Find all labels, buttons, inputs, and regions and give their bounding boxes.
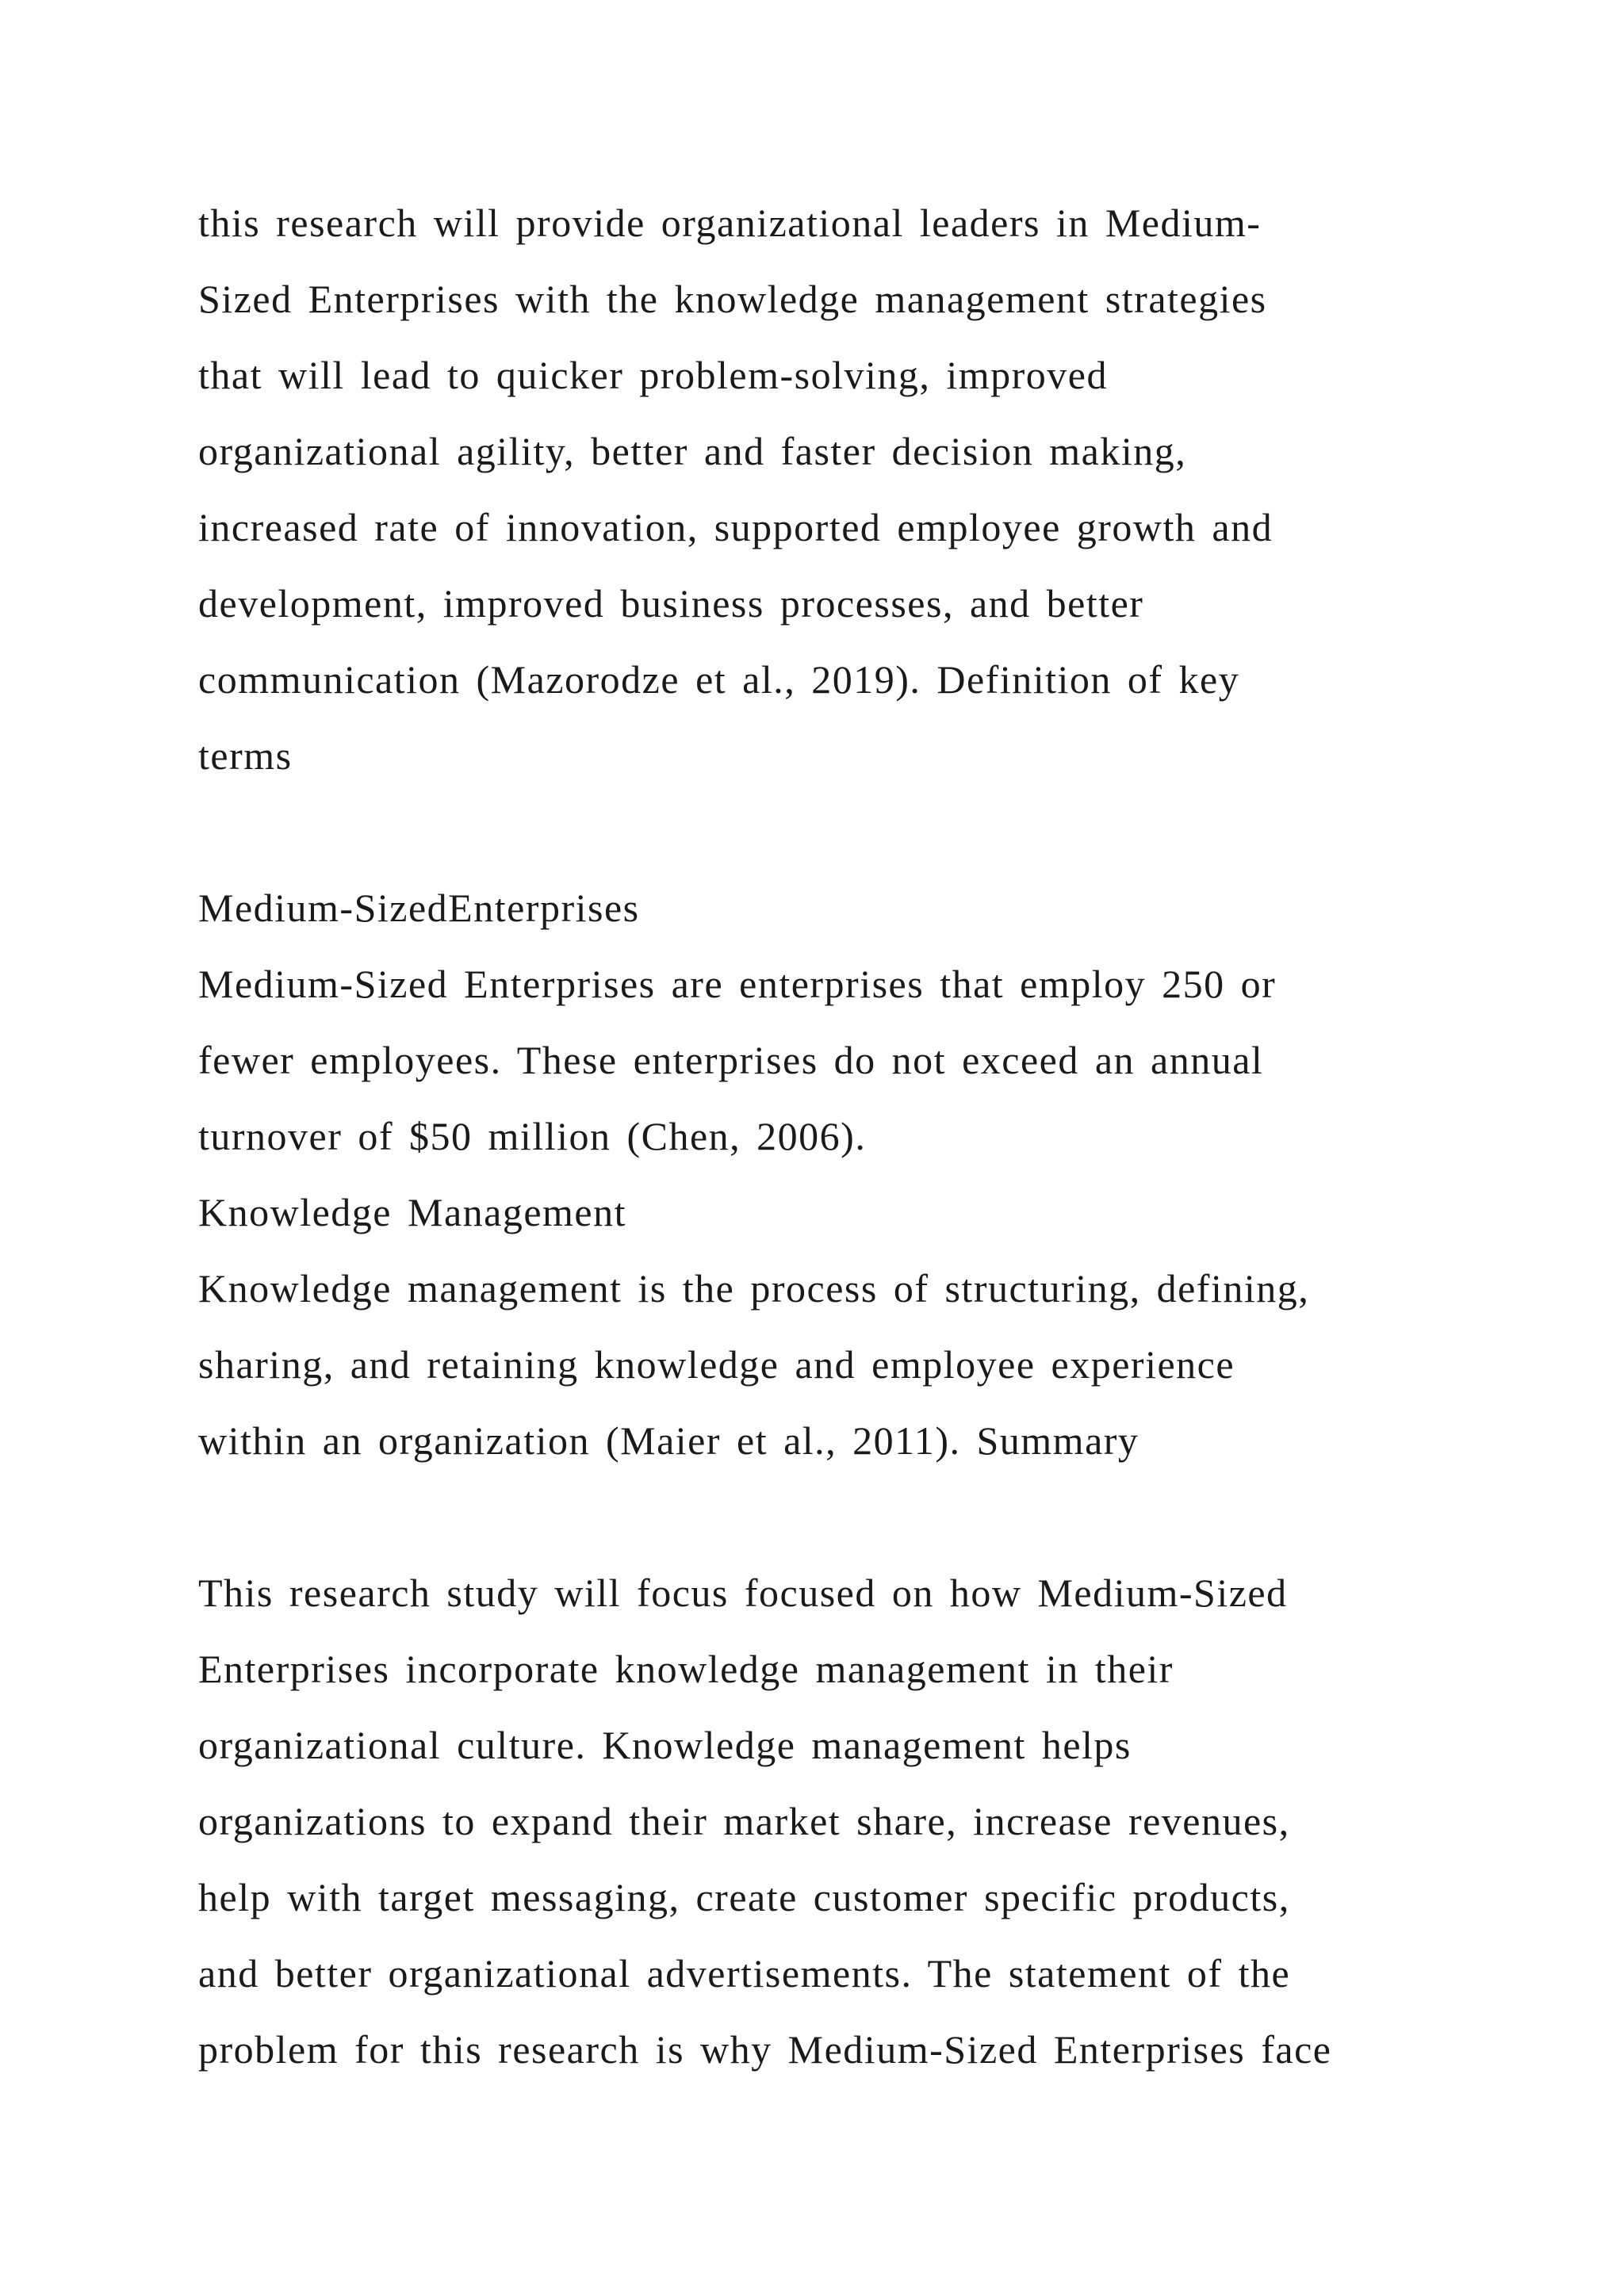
text-line: sharing, and retaining knowledge and employee experience xyxy=(198,1342,1235,1387)
text-line: help with target messaging, create customer specific products, xyxy=(198,1875,1290,1919)
text-line: organizations to expand their market share, increase revenues, xyxy=(198,1799,1290,1843)
text-line: This research study will focus focused on how Medium-Sized xyxy=(198,1571,1288,1615)
text-line: development, improved business processes, and better xyxy=(198,581,1144,626)
text-line: Medium-Sized Enterprises are enterprises that employ 250 or xyxy=(198,962,1277,1006)
term-heading-knowledge-management: Knowledge Management xyxy=(198,1190,627,1234)
text-line: problem for this research is why Medium-Sized Enterprises face xyxy=(198,2027,1332,2072)
text-line: and better organizational advertisements. The statement of the xyxy=(198,1951,1291,1996)
text-line: Enterprises incorporate knowledge management in their xyxy=(198,1647,1174,1691)
paragraph-summary xyxy=(198,1555,1435,2087)
text-line: that will lead to quicker problem-solving, improved xyxy=(198,353,1108,397)
text-line: terms xyxy=(198,733,293,778)
text-line: communication (Mazorodze et al., 2019). Definition of key xyxy=(198,657,1240,702)
paragraph-intro xyxy=(198,185,1435,794)
text-line: organizational culture. Knowledge management helps xyxy=(198,1723,1132,1767)
definitions-section xyxy=(198,870,1435,1479)
text-line: Sized Enterprises with the knowledge management strategies xyxy=(198,277,1267,321)
text-line: fewer employees. These enterprises do not exceed an annual xyxy=(198,1038,1264,1082)
text-line: increased rate of innovation, supported employee growth and xyxy=(198,505,1274,549)
text-line: Knowledge management is the process of structuring, defining, xyxy=(198,1266,1310,1311)
text-line: organizational agility, better and faster decision making, xyxy=(198,429,1187,473)
text-line: turnover of $50 million (Chen, 2006). xyxy=(198,1114,867,1158)
term-heading-medium-sized-enterprises: Medium-SizedEnterprises xyxy=(198,886,640,930)
text-line: within an organization (Maier et al., 2011). Summary xyxy=(198,1418,1139,1463)
text-line: this research will provide organizational leaders in Medium- xyxy=(198,201,1262,245)
